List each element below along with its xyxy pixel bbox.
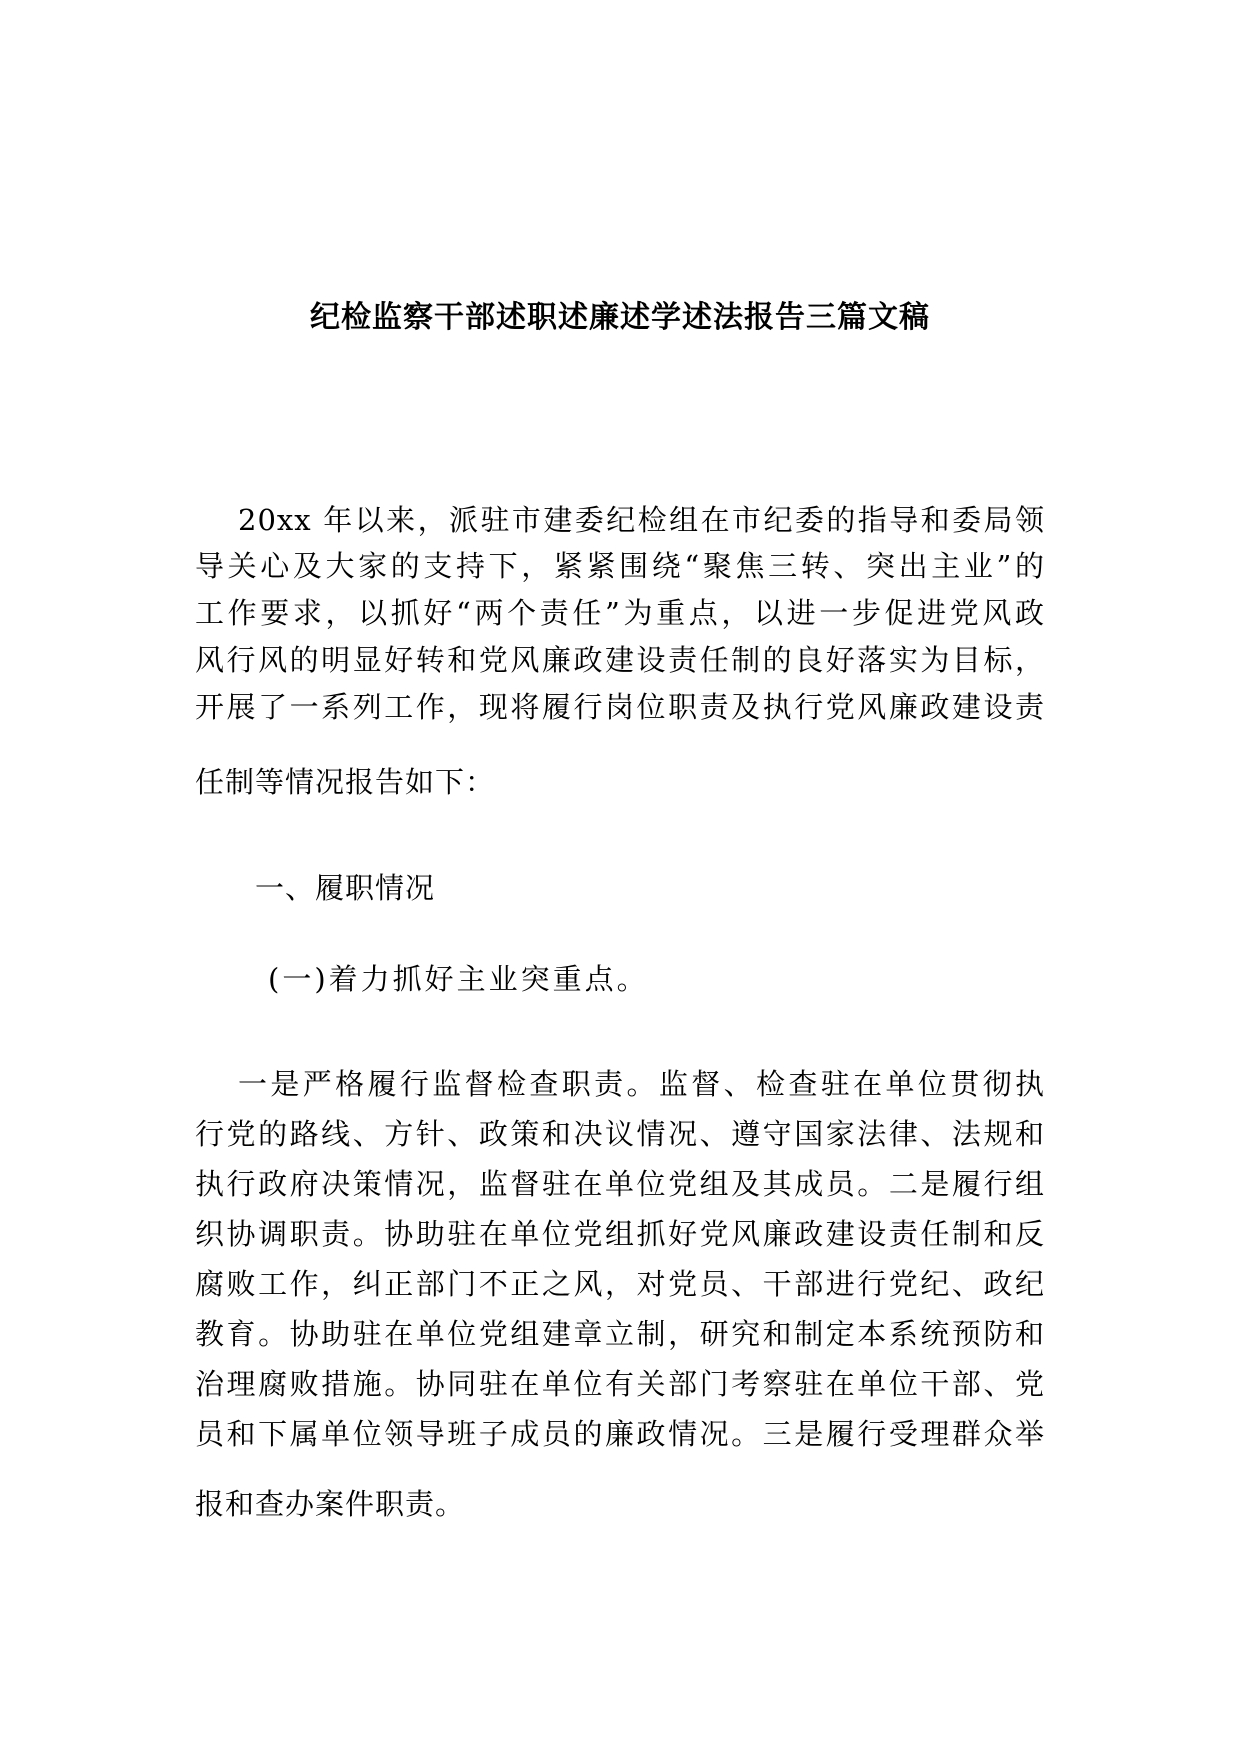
paragraph-1-line-3: 工作要求，以抓好“两个责任”为重点，以进一步促进党风政 bbox=[195, 596, 1045, 630]
paragraph-2-line-1: 一是严格履行监督检查职责。监督、检查驻在单位贯彻执 bbox=[238, 1067, 1045, 1101]
paragraph-1-line-6: 任制等情况报告如下： bbox=[195, 765, 496, 799]
paragraph-2-line-4: 织协调职责。协助驻在单位党组抓好党风廉政建设责任制和反 bbox=[195, 1217, 1045, 1251]
document-title: 纪检监察干部述职述廉述学述法报告三篇文稿 bbox=[310, 300, 930, 335]
paragraph-2-line-5: 腐败工作，纠正部门不正之风，对党员、干部进行党纪、政纪 bbox=[195, 1267, 1045, 1301]
paragraph-1-line-4: 风行风的明显好转和党风廉政建设责任制的良好落实为目标， bbox=[195, 643, 1045, 677]
paragraph-2-line-7: 治理腐败措施。协同驻在单位有关部门考察驻在单位干部、党 bbox=[195, 1367, 1045, 1401]
subsection-heading: (一)着力抓好主业突重点。 bbox=[268, 962, 649, 996]
paragraph-1-line-1: 20xx 年以来，派驻市建委纪检组在市纪委的指导和委局领 bbox=[238, 503, 1045, 537]
paragraph-2-line-8: 员和下属单位领导班子成员的廉政情况。三是履行受理群众举 bbox=[195, 1417, 1045, 1451]
paragraph-2-line-6: 教育。协助驻在单位党组建章立制，研究和制定本系统预防和 bbox=[195, 1317, 1045, 1351]
paragraph-2-line-9: 报和查办案件职责。 bbox=[195, 1487, 466, 1521]
paragraph-1-line-2: 导关心及大家的支持下，紧紧围绕“聚焦三转、突出主业”的 bbox=[195, 549, 1045, 583]
paragraph-2-line-3: 执行政府决策情况，监督驻在单位党组及其成员。二是履行组 bbox=[195, 1167, 1045, 1201]
section-heading: 一、履职情况 bbox=[255, 871, 436, 905]
paragraph-2-line-2: 行党的路线、方针、政策和决议情况、遵守国家法律、法规和 bbox=[195, 1117, 1045, 1151]
paragraph-1-line-5: 开展了一系列工作，现将履行岗位职责及执行党风廉政建设责 bbox=[195, 690, 1045, 724]
